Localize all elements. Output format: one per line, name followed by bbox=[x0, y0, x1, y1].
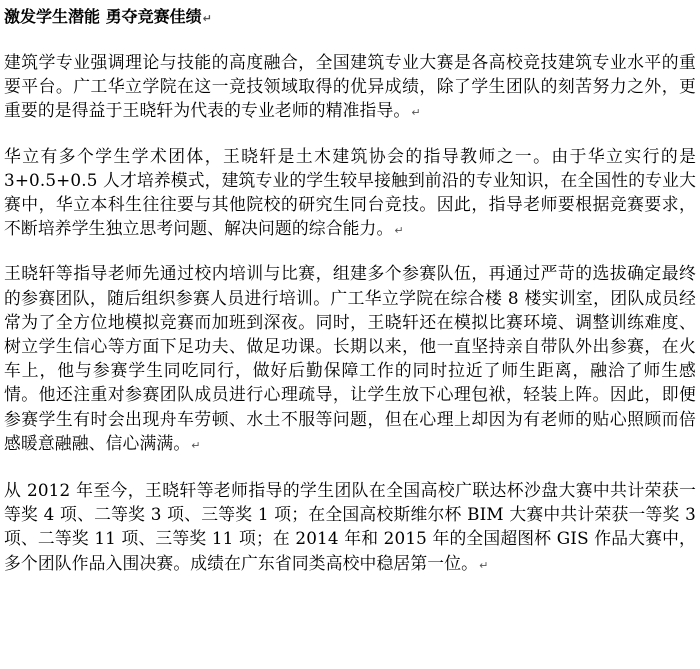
document-title bbox=[4, 6, 696, 30]
paragraph-4-text: 从 2012 年至今，王晓轩等老师指导的学生团队在全国高校广联达杯沙盘大赛中共计荣获一等奖 4 项、二等奖 3 项、三等奖 1 项；在全国高校斯维尔杯 BIM 大赛中共计荣获一等奖 3 项、二等奖 11 项、三等奖 11 项；在 2014 年和 2015 年的全国超图杯 GIS 作品大赛中，多个团队作品入围决赛。成绩在广东省同类高校中稳居第一位。 bbox=[4, 480, 696, 573]
document bbox=[4, 0, 696, 578]
paragraph-mark-icon: ↵ bbox=[479, 558, 489, 572]
title-text: 激发学生潜能 勇夺竞赛佳绩 bbox=[4, 7, 202, 26]
paragraph-4 bbox=[4, 478, 696, 578]
paragraph-mark-icon: ↵ bbox=[394, 224, 404, 238]
paragraph-1 bbox=[4, 50, 696, 126]
paragraph-mark-icon: ↵ bbox=[191, 438, 201, 452]
paragraph-3-text: 王晓轩等指导老师先通过校内培训与比赛，组建多个参赛队伍，再通过严苛的选拔确定最终的参赛团队，随后组织参赛人员进行培训。广工华立学院在综合楼 8 楼实训室，团队成员经常为了全方位地模拟竞赛而加班到深夜。同时，王晓轩还在模拟比赛环境、调整训练难度、树立学生信心等方面下足功夫、做足功课。长期以来，他一直坚持亲自带队外出参赛，在火车上，他与参赛学生同吃同行，做好后勤保障工作的同时拉近了师生距离，融洽了师生感情。他还注重对参赛团队成员进行心理疏导，让学生放下心理包袱，轻装上阵。因此，即便参赛学生有时会出现舟车劳顿、水土不服等问题，但在心理上却因为有老师的贴心照顾而倍感暖意融融、信心满满。 bbox=[4, 263, 696, 453]
paragraph-1-text: 建筑学专业强调理论与技能的高度融合，全国建筑专业大赛是各高校竞技建筑专业水平的重要平台。广工华立学院在这一竞技领域取得的优异成绩，除了学生团队的刻苦努力之外，更重要的是得益于王晓轩为代表的专业老师的精准指导。 bbox=[4, 52, 696, 121]
paragraph-2 bbox=[4, 144, 696, 244]
paragraph-2-text: 华立有多个学生学术团体，王晓轩是土木建筑协会的指导教师之一。由于华立实行的是 3+0.5+0.5 人才培养模式，建筑专业的学生较早接触到前沿的专业知识，在全国性的专业大赛中，华立本科生往往要与其他院校的研究生同台竞技。因此，指导老师要根据竞赛要求，不断培养学生独立思考问题、解决问题的综合能力。 bbox=[4, 145, 696, 239]
paragraph-mark-icon: ↵ bbox=[202, 12, 212, 25]
paragraph-3 bbox=[4, 261, 696, 458]
paragraph-mark-icon: ↵ bbox=[411, 106, 421, 120]
